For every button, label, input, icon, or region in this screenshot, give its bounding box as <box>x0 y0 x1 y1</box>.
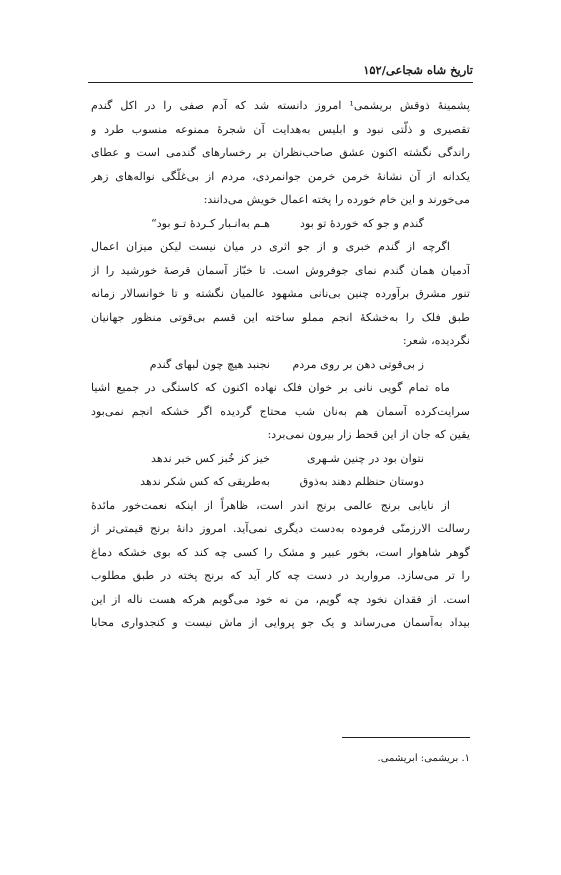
running-header <box>88 62 473 83</box>
verse-hemistich-first: نتوان بود در چنین شـهری <box>307 451 424 465</box>
text-line: از نایابی برنج عالمی برنج اندر است، ظاهراً از اینکه نعمت‌خور مائدهٔ <box>91 498 450 512</box>
text-line: نگردیده، شعر: <box>402 334 470 347</box>
verse-hemistich-second: خیز کز خُبز کس خبر ندهد <box>150 451 270 465</box>
text-line: طبق فلک را به‌خشکهٔ انجم مملو ساخته این قسم بی‌قوتی منظور جهانیان <box>91 310 470 324</box>
verse-hemistich-second: نجنبد هیچ چون لبهای گندم <box>149 357 270 371</box>
header-title: تاریخ شاه شجاعی/۱۵۲ <box>363 63 473 77</box>
text-line: آدمیان همان گندم نمای جوفروش است. تا خبّاز آسمان قرصهٔ خورشید را از <box>91 263 470 277</box>
text-line: می‌خورند و این خام خورده را پخته اعمال خویش می‌دانند: <box>203 193 470 206</box>
text-line: بیداد به‌آسمان می‌رساند و یک جو پروایی از ماش نیست و کنجدواری محابا <box>91 616 470 629</box>
text-line: سرایت‌کرده آسمان هم به‌نان شب محتاج گردیده اگر خشکه انجم نمی‌بود <box>91 404 470 418</box>
verse-hemistich-second: هـم به‌انـبار کـردهٔ تـو بود“ <box>150 216 270 230</box>
text-line: است. از فقدان نخود چه گویم، من نه خود می‌گویم هرکه هست ناله از این <box>91 592 470 606</box>
text-line: یکدانه از آن نشانهٔ خرمن خرمن جوانمردی، مردم از بی‌غلّگی نواله‌های زهر <box>91 169 470 183</box>
text-line: راندگی نگشته اکنون عشق صاحب‌نظران بر رخسارهای گندمی است و عطای <box>91 146 470 159</box>
body-text <box>91 94 470 635</box>
verse-line <box>91 212 470 236</box>
verse-line <box>91 470 470 494</box>
text-line: یقین که جان از این قحط زار بیرون نمی‌برد: <box>267 428 470 441</box>
verse-hemistich-first: دوستان حنظلم دهند به‌ذوق <box>299 475 424 488</box>
verse-line <box>91 353 470 377</box>
text-line: پشمینهٔ ذوقش بریشمی¹ امروز دانسته شد که آدم صفی را در اکل گندم <box>91 99 470 112</box>
verse-hemistich-first: گندم و جو که خوردهٔ تو بود <box>300 216 424 230</box>
footnote: ۱. بریشمی: ابریشمی. <box>377 753 470 764</box>
text-line: را تر می‌سازد. مروارید در دست چه کار آید که برنج پخته در طبق مطلوب <box>91 569 470 582</box>
text-line: ماه تمام گویی نانی بر خوان فلک نهاده اکنون که کاستگی در جمیع اشیا <box>91 381 450 394</box>
verse-line <box>91 447 470 471</box>
verse-hemistich-second: به‌طریقی که کس شکر ندهد <box>140 475 270 488</box>
footnote-separator <box>342 737 470 738</box>
text-line: تقصیری و ذلّتی نبود و ابلیس به‌هدایت آن شجرهٔ ممنوعه منسوب طرد و <box>91 122 470 136</box>
text-line: اگرچه از گندم خبری و از جو اثری در میان نیست لیکن میزان اعمال <box>91 240 450 253</box>
verse-hemistich-first: ز بی‌قوتی دهن بر روی مردم <box>292 357 424 371</box>
text-line: گوهر شاهوار است، بخور عبیر و مشک را کسی چه کند که بوی خشکه دماغ <box>91 545 470 559</box>
text-line: رسالت الارزمنّی فرموده به‌دست دیگری نمی‌آید. امروز دانهٔ برنج قیمتی‌تر از <box>91 522 470 535</box>
text-line: تنور مشرق برآورده چنین بی‌نانی مشهود عالمیان نگشته و تا خوانسالار زمانه <box>91 287 470 300</box>
